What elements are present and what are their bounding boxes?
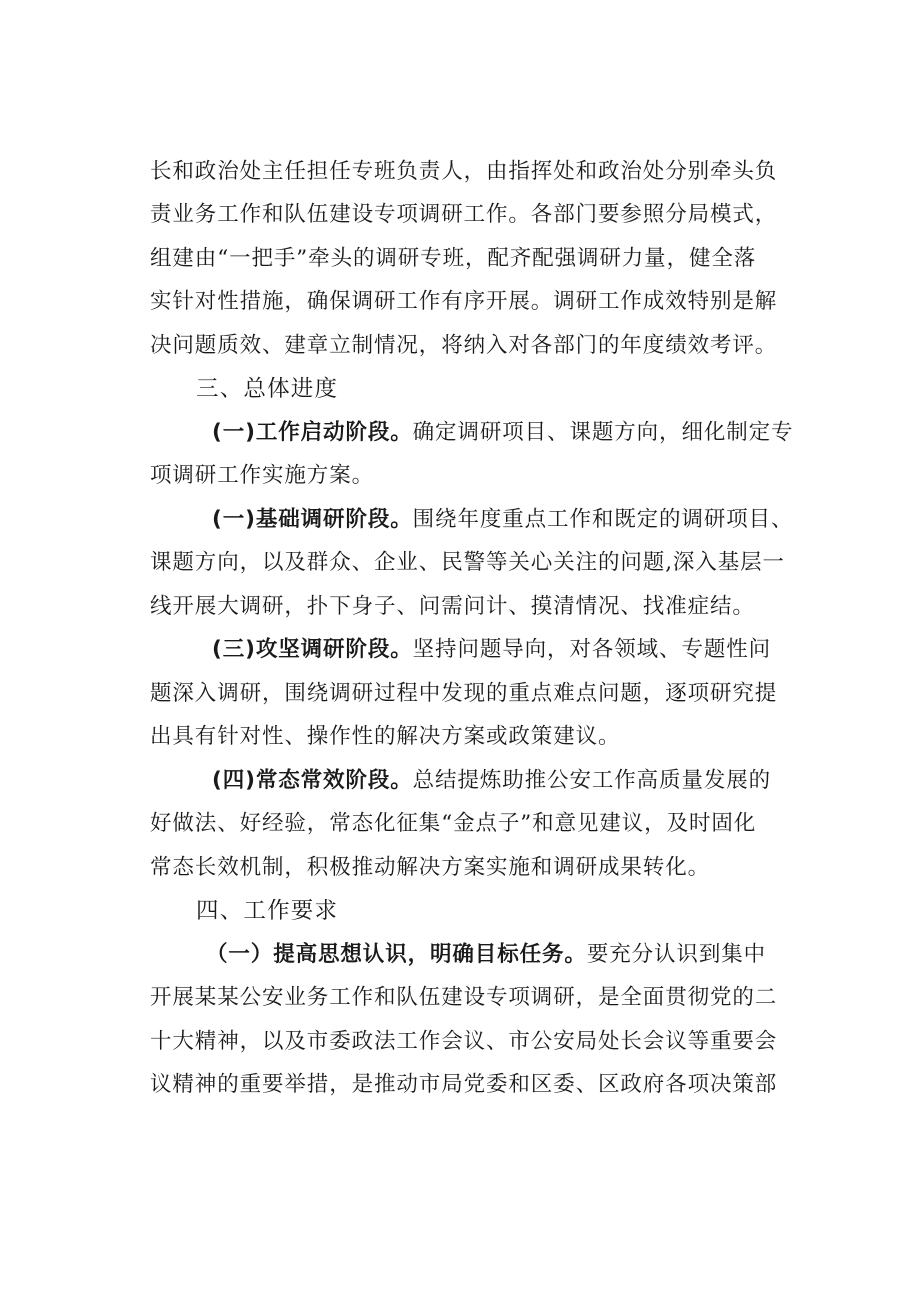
paragraph-line: 题深入调研，围绕调研过程中发现的重点难点问题，逐项研究提 bbox=[150, 681, 778, 706]
paragraph-line: 十大精神，以及市委政法工作会议、市公安局处长会议等重要会 bbox=[150, 1029, 778, 1054]
paragraph-line: 线开展大调研，扑下身子、问需问计、摸清情况、找准症结。 bbox=[150, 594, 755, 619]
paragraph-line: 项调研工作实施方案。 bbox=[150, 463, 375, 488]
requirement-text: 要充分认识到集中 bbox=[586, 942, 767, 967]
stage-text: 坚持问题导向，对各领域、专题性问 bbox=[412, 637, 772, 662]
paragraph-line: 常态长效机制，积极推动解决方案实施和调研成果转化。 bbox=[150, 855, 711, 880]
paragraph-line: 出具有针对性、操作性的解决方案或政策建议。 bbox=[150, 724, 621, 749]
stage-line bbox=[212, 500, 793, 540]
stage-line bbox=[212, 761, 771, 801]
requirement-line bbox=[206, 935, 766, 975]
section-heading: 四、工作要求 bbox=[196, 898, 339, 924]
paragraph-line: 课题方向，以及群众、企业、民警等关心关注的问题,深入基层一 bbox=[150, 550, 785, 575]
section-heading: 三、总体进度 bbox=[196, 376, 339, 402]
stage-text: 确定调研项目、课题方向，细化制定专 bbox=[412, 420, 794, 445]
stage-line bbox=[212, 413, 793, 453]
paragraph-line: 长和政治处主任担任专班负责人，由指挥处和政治处分别牵头负 bbox=[150, 159, 778, 184]
stage-text: 围绕年度重点工作和既定的调研项目、 bbox=[412, 507, 794, 532]
paragraph-line: 决问题质效、建章立制情况，将纳入对各部门的年度绩效考评。 bbox=[150, 333, 778, 358]
paragraph-line: 组建由“一把手”牵头的调研专班，配齐配强调研力量，健全落 bbox=[150, 246, 757, 271]
paragraph-line: 议精神的重要举措，是推动市局党委和区委、区政府各项决策部 bbox=[150, 1072, 778, 1097]
paragraph-line: 实针对性措施，确保调研工作有序开展。调研工作成效特别是解 bbox=[150, 289, 778, 314]
stage-label: (一)工作启动阶段。 bbox=[212, 420, 413, 445]
paragraph-line: 责业务工作和队伍建设专项调研工作。各部门要参照分局模式， bbox=[150, 202, 778, 227]
stage-line bbox=[212, 630, 771, 670]
stage-label: (一)基础调研阶段。 bbox=[212, 507, 413, 532]
stage-label: (四)常态常效阶段。 bbox=[212, 768, 413, 793]
requirement-label: （一）提高思想认识，明确目标任务。 bbox=[206, 942, 587, 967]
paragraph-line: 好做法、好经验，常态化征集“金点子”和意见建议，及时固化 bbox=[150, 811, 757, 836]
stage-label: (三)攻坚调研阶段。 bbox=[212, 637, 413, 662]
paragraph-line: 开展某某公安业务工作和队伍建设专项调研，是全面贯彻党的二 bbox=[150, 985, 778, 1010]
stage-text: 总结提炼助推公安工作高质量发展的 bbox=[412, 768, 772, 793]
